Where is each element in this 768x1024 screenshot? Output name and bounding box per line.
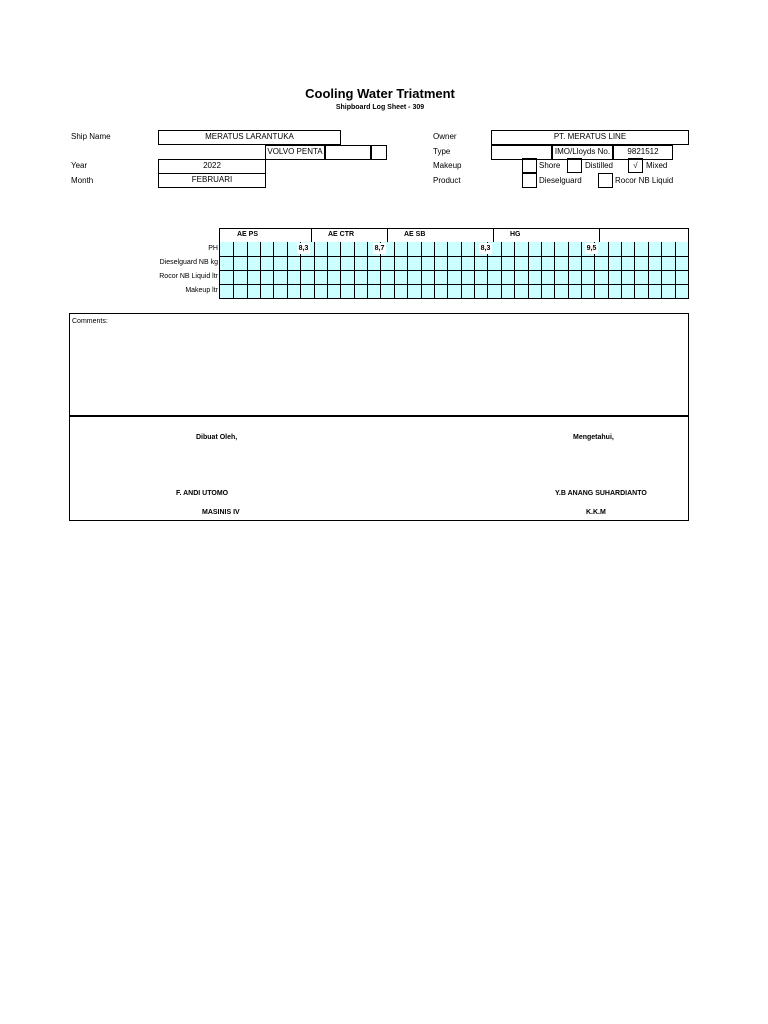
product-label: Product bbox=[433, 176, 461, 185]
grid-header bbox=[220, 229, 688, 243]
group-divider bbox=[387, 229, 388, 243]
makeup-shore-label: Shore bbox=[539, 161, 561, 170]
ph-value-hg: 9,5 bbox=[586, 245, 597, 252]
makeup-shore-checkbox[interactable] bbox=[522, 158, 537, 173]
grid-row-line bbox=[220, 270, 688, 271]
group-hg: HG bbox=[510, 231, 521, 238]
engine-field[interactable]: VOLVO PENTA bbox=[265, 145, 325, 160]
month-field[interactable]: FEBRUARI bbox=[158, 173, 266, 188]
page-title: Cooling Water Triatment bbox=[305, 86, 455, 101]
row-label-rocor: Rocor NB Liquid ltr bbox=[159, 273, 218, 280]
ph-value-ae-sb: 8,3 bbox=[480, 245, 491, 252]
grid-body[interactable] bbox=[220, 242, 688, 298]
acknowledged-title: K.K.M bbox=[586, 509, 606, 516]
owner-label: Owner bbox=[433, 132, 457, 141]
acknowledged-name: Y.B ANANG SUHARDIANTO bbox=[555, 490, 647, 497]
row-label-dieselguard: Dieselguard NB kg bbox=[159, 259, 218, 266]
group-divider bbox=[599, 229, 600, 243]
ship-name-label: Ship Name bbox=[71, 132, 111, 141]
comments-box[interactable] bbox=[69, 313, 689, 417]
group-ae-sb: AE SB bbox=[404, 231, 426, 238]
log-grid bbox=[219, 228, 689, 299]
comments-label: Comments: bbox=[72, 318, 108, 325]
makeup-distilled-checkbox[interactable] bbox=[567, 158, 582, 173]
ph-value-ae-ctr: 8,7 bbox=[374, 245, 385, 252]
prepared-by-name: F. ANDI UTOMO bbox=[176, 490, 229, 497]
group-divider bbox=[493, 229, 494, 243]
imo-field[interactable]: 9821512 bbox=[613, 145, 673, 160]
page-subtitle: Shipboard Log Sheet - 309 bbox=[335, 104, 425, 111]
prepared-by-label: Dibuat Oleh, bbox=[196, 434, 238, 441]
group-divider bbox=[311, 229, 312, 243]
makeup-label: Makeup bbox=[433, 161, 462, 170]
type-label: Type bbox=[433, 147, 451, 156]
group-ae-ctr: AE CTR bbox=[328, 231, 355, 238]
year-label: Year bbox=[71, 161, 88, 170]
signature-section bbox=[69, 416, 689, 521]
product-dieselguard-checkbox[interactable] bbox=[522, 173, 537, 188]
engine-extra-field[interactable] bbox=[325, 145, 371, 160]
product-dieselguard-label: Dieselguard bbox=[539, 176, 582, 185]
makeup-distilled-label: Distilled bbox=[585, 161, 614, 170]
ph-value-ae-ps: 8,3 bbox=[298, 245, 309, 252]
ship-name-field[interactable]: MERATUS LARANTUKA bbox=[158, 130, 341, 145]
makeup-mixed-label: Mixed bbox=[646, 161, 668, 170]
engine-extra-box[interactable] bbox=[371, 145, 387, 160]
row-label-ph: PH bbox=[208, 245, 218, 252]
imo-label: IMO/Lloyds No. bbox=[552, 145, 613, 160]
month-label: Month bbox=[71, 176, 94, 185]
makeup-mixed-checkbox[interactable]: √ bbox=[628, 158, 643, 173]
owner-field[interactable]: PT. MERATUS LINE bbox=[491, 130, 689, 145]
row-label-makeup: Makeup ltr bbox=[185, 287, 218, 294]
product-rocor-checkbox[interactable] bbox=[598, 173, 613, 188]
product-rocor-label: Rocor NB Liquid bbox=[615, 176, 674, 185]
acknowledged-label: Mengetahui, bbox=[573, 434, 614, 441]
group-ae-ps: AE PS bbox=[237, 231, 259, 238]
year-field[interactable]: 2022 bbox=[158, 159, 266, 174]
grid-row-line bbox=[220, 256, 688, 257]
grid-row-line bbox=[220, 284, 688, 285]
prepared-by-title: MASINIS IV bbox=[202, 509, 240, 516]
